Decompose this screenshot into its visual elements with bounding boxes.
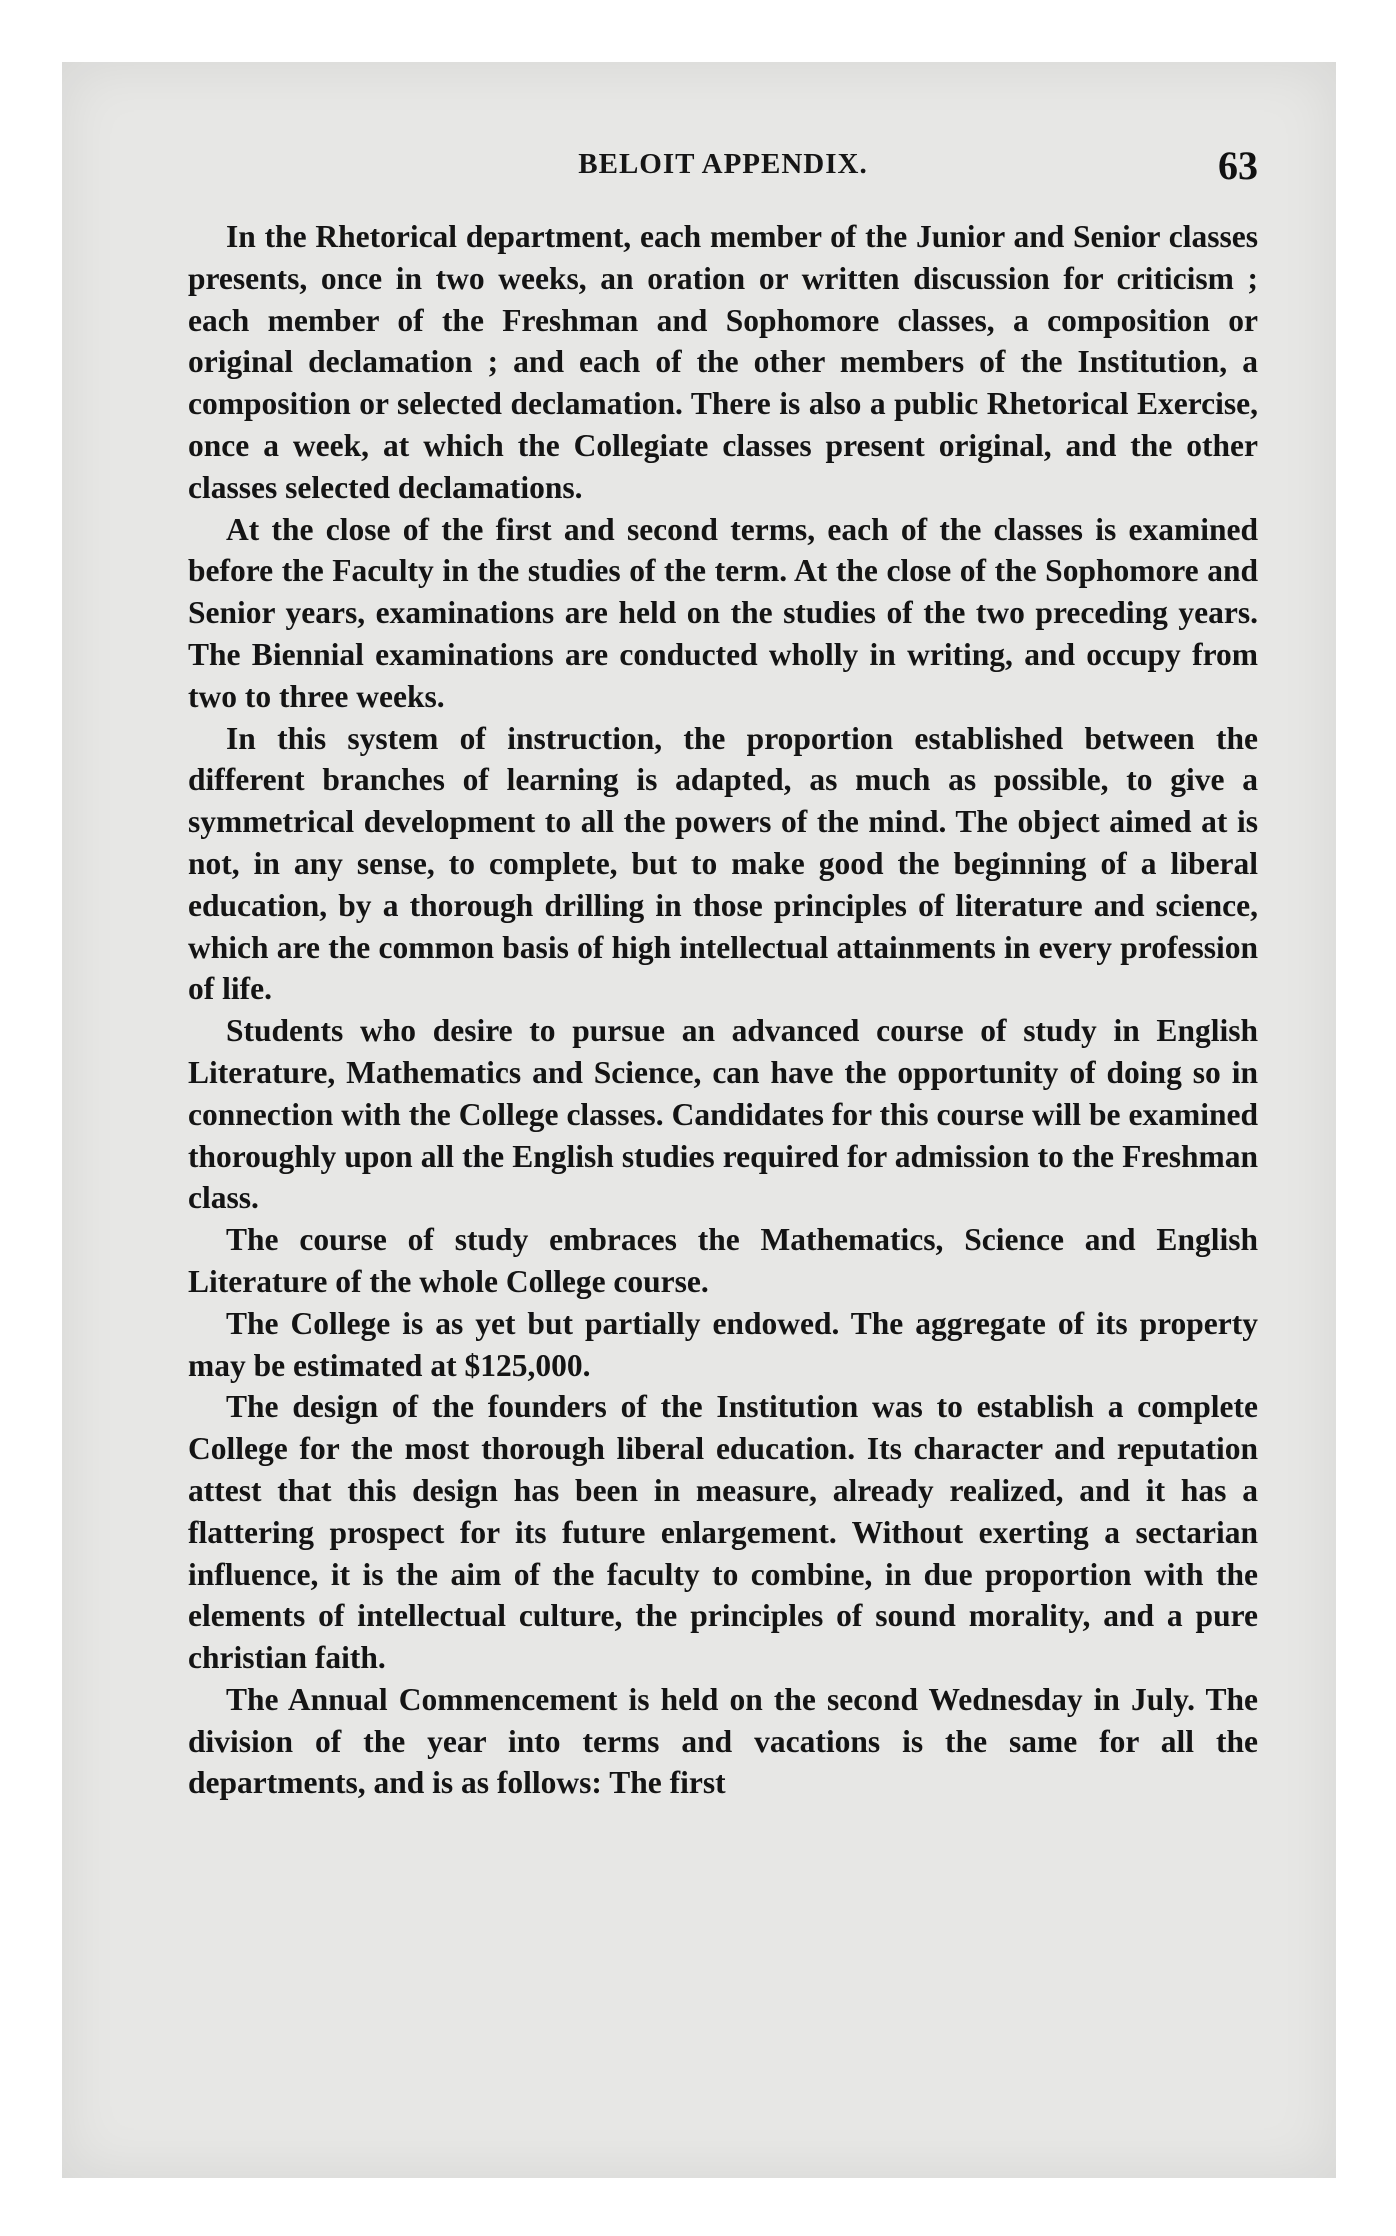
paragraph-course-of-study: The course of study embraces the Mathematics, Science and English Literature of the whole College course.	[188, 1222, 1258, 1299]
paragraph-examinations: At the close of the first and second terms, each of the classes is examined before the Faculty in the studies of the term. At the close of the Sophomore and Senior years, examinations are held on the studies of the two preceding years. The Biennial examinations are conducted wholly in writing, and occupy from two to three weeks.	[188, 511, 1258, 714]
page-number: 63	[1218, 143, 1258, 188]
paragraph-advanced-course: Students who desire to pursue an advanced course of study in English Literature, Mathematics and Science, can have the opportunity of doing so in connection with the College classes. Candidates for this course will be examined thoroughly upon all the English studies required for admission to the Freshman class.	[188, 1013, 1258, 1216]
paragraph-system-of-instruction: In this system of instruction, the proportion established between the different branches of learning is adapted, as much as possible, to give a symmetrical development to all the powers of the mind. The object aimed at is not, in any sense, to complete, but to make good the beginning of a liberal education, by a thorough drilling in those principles of literature and science, which are the common basis of high intellectual attainments in every profession of life.	[188, 720, 1258, 1007]
paragraph-design-of-founders: The design of the founders of the Institution was to establish a complete College for the most thorough liberal education. Its character and reputation attest that this design has been in measure, already realized, and it has a flattering prospect for its future enlargement. Without exerting a sectarian influence, it is the aim of the faculty to combine, in due proportion with the elements of intellectual culture, the principles of sound morality, and a pure christian faith.	[188, 1389, 1258, 1676]
paragraph-rhetorical-department: In the Rhetorical department, each member of the Junior and Senior classes presents, once in two weeks, an oration or written discussion for criticism ; each member of the Freshman and Sophomore classes, a composition or original declamation ; and each of the other members of the Institution, a composition or selected declamation. There is also a public Rhetorical Exercise, once a week, at which the Collegiate classes present original, and the other classes selected declamations.	[188, 219, 1258, 505]
paragraph-endowment: The College is as yet but partially endowed. The aggregate of its property may be estimated at $125,000.	[188, 1305, 1258, 1383]
body-text	[188, 216, 1258, 1804]
running-head: BELOIT APPENDIX.	[578, 148, 868, 180]
paragraph-annual-commencement: The Annual Commencement is held on the second Wednesday in July. The division of the year into terms and vacations is the same for all the departments, and is as follows: The first	[188, 1681, 1258, 1801]
page-header	[188, 143, 1258, 192]
